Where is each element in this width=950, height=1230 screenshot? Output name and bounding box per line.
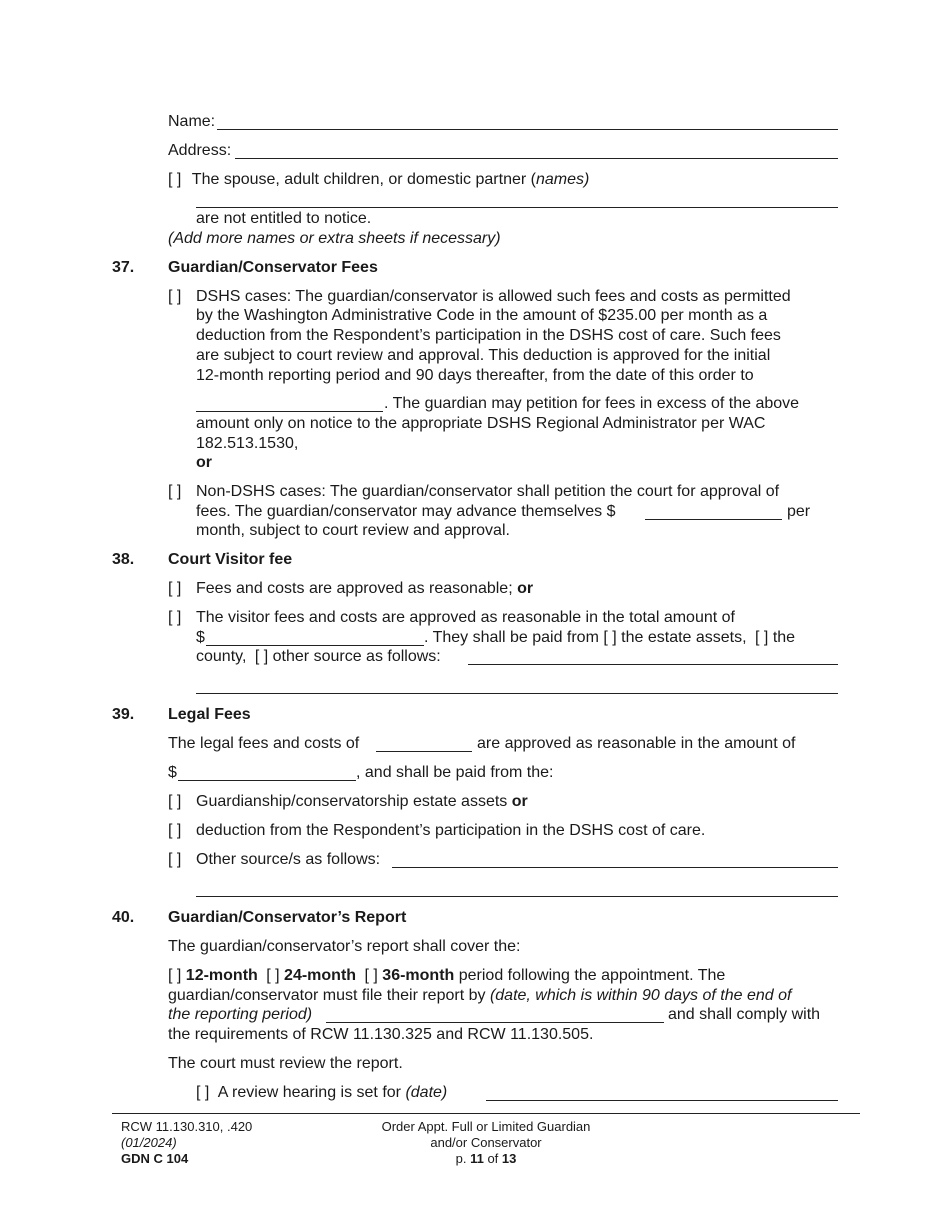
review-hearing-text: A review hearing is set for [217,1084,401,1101]
section-37-title: Guardian/Conservator Fees [168,259,378,276]
legal-estate-text: Guardianship/conservatorship estate assets [196,793,508,810]
estate-assets-text: the estate assets, [621,629,747,646]
spouse-names-field[interactable] [196,207,838,208]
legal-estate-row [196,792,528,811]
dshs-wac-line: 182.513.1530, [196,435,299,452]
report-line-2 [168,986,791,1005]
report-line-2b: (date, which is within 90 days of the end of [489,987,792,1004]
visitor-approved-checkbox[interactable]: [ ] [168,580,182,597]
footer-rcw: RCW 11.130.310, .420 [121,1119,253,1134]
section-39-number: 39. [112,706,135,723]
address-row [168,141,231,160]
report-period-row [168,966,725,985]
visitor-approved-or: or [517,580,534,597]
report-12-month-label: 12-month [185,967,258,984]
name-label: Name: [168,113,216,130]
report-12-month-checkbox[interactable]: [ ] [168,967,182,984]
dshs-line-5: 12-month reporting period and 90 days thereafter, from the date of this order to [196,367,754,384]
section-39-title: Legal Fees [168,706,251,723]
non-dshs-line-1: Non-DSHS cases: The guardian/conservator shall petition the court for approval of [196,483,780,500]
footer-divider [112,1113,860,1114]
add-more-note: (Add more names or extra sheets if necessary) [168,230,501,247]
visitor-approved-text: Fees and costs are approved as reasonable; [196,580,513,597]
dshs-amount-line: amount only on notice to the appropriate DSHS Regional Administrator per WAC [196,415,766,432]
dshs-petition-text: . The guardian may petition for fees in excess of the above [384,395,800,412]
legal-estate-or: or [511,793,528,810]
visitor-paid-text: . They shall be paid from [424,629,599,646]
report-line-4: the requirements of RCW 11.130.325 and RCW 11.130.505. [168,1026,594,1043]
legal-dshs-checkbox[interactable]: [ ] [168,822,182,839]
review-hearing-row [196,1083,447,1102]
review-hearing-date-label: (date) [405,1084,448,1101]
spouse-names-label: names) [535,171,590,188]
review-hearing-date-field[interactable] [486,1100,838,1101]
section-38-number: 38. [112,551,135,568]
non-dshs-checkbox[interactable]: [ ] [168,483,182,500]
name-row [168,112,215,131]
footer-date: (01/2024) [121,1135,177,1150]
section-40-title: Guardian/Conservator’s Report [168,909,407,926]
visitor-amount-checkbox[interactable]: [ ] [168,609,182,626]
review-hearing-checkbox[interactable]: [ ] [196,1084,210,1101]
name-field[interactable] [217,129,838,130]
legal-estate-checkbox[interactable]: [ ] [168,793,182,810]
non-dshs-per: per [787,503,811,520]
legal-fees-paid-from: , and shall be paid from the: [356,764,554,781]
visitor-county-row [196,647,441,666]
non-dshs-line-3: month, subject to court review and approval. [196,522,510,539]
legal-dshs-text: deduction from the Respondent’s participation in the DSHS cost of care. [196,822,706,839]
county-text: county, [196,648,247,665]
legal-other-source-field-2[interactable] [196,896,838,897]
footer-page [336,1151,636,1167]
report-intro: The guardian/conservator’s report shall cover the: [168,938,521,955]
footer-page-p: p. [455,1151,467,1166]
footer-title-1: Order Appt. Full or Limited Guardian [381,1119,591,1134]
non-dshs-amount-field[interactable] [645,519,782,520]
report-line-3a: the reporting period) [168,1006,313,1023]
legal-fees-party-field[interactable] [376,751,472,752]
report-period-text: period following the appointment. The [458,967,726,984]
non-dshs-line-2: fees. The guardian/conservator may advance themselves $ [196,503,616,520]
spouse-checkbox[interactable]: [ ] [168,171,182,188]
report-36-month-checkbox[interactable]: [ ] [364,967,378,984]
report-24-month-checkbox[interactable]: [ ] [266,967,280,984]
dshs-or: or [196,454,212,471]
legal-other-source-field[interactable] [392,867,838,868]
address-field[interactable] [235,158,838,159]
address-label: Address: [168,142,232,159]
dshs-line-1: DSHS cases: The guardian/conservator is allowed such fees and costs as permitted [196,288,791,305]
dshs-line-3: deduction from the Respondent’s participation in the DSHS cost of care. Such fees [196,327,781,344]
dshs-line-4: are subject to court review and approval. This deduction is approved for the initial [196,347,771,364]
legal-other-text: Other source/s as follows: [196,851,381,868]
section-38-title: Court Visitor fee [168,551,293,568]
dshs-end-date-field[interactable] [196,411,383,412]
legal-fees-amount-field[interactable] [178,780,356,781]
legal-fees-line-1a: The legal fees and costs of [168,735,360,752]
visitor-dollar: $ [196,629,205,646]
footer-page-total: 13 [501,1151,517,1166]
dshs-line-2: by the Washington Administrative Code in the amount of $235.00 per month as a [196,307,768,324]
visitor-other-source-field[interactable] [468,664,838,665]
the-text: the [772,629,796,646]
report-date-field[interactable] [326,1022,664,1023]
footer-page-number: 11 [470,1151,484,1166]
visitor-amount-line-1: The visitor fees and costs are approved as reasonable in the total amount of [196,609,735,626]
report-24-month-label: 24-month [284,967,357,984]
spouse-row [168,170,589,189]
report-36-month-label: 36-month [382,967,455,984]
report-line-2a: guardian/conservator must file their report by [168,987,486,1004]
visitor-paid-from-row [424,628,795,647]
dshs-checkbox[interactable]: [ ] [168,288,182,305]
report-review-text: The court must review the report. [168,1055,403,1072]
section-40-number: 40. [112,909,135,926]
estate-assets-checkbox[interactable]: [ ] [603,629,617,646]
legal-other-checkbox[interactable]: [ ] [168,851,182,868]
visitor-total-field[interactable] [206,645,424,646]
section-37-number: 37. [112,259,135,276]
footer-form-number: GDN C 104 [121,1151,189,1166]
other-source-text: other source as follows: [272,648,441,665]
report-line-3b: and shall comply with [668,1006,821,1023]
not-entitled-text: are not entitled to notice. [196,210,372,227]
legal-fees-line-1b: are approved as reasonable in the amount of [477,735,796,752]
other-source-checkbox[interactable]: [ ] [254,648,269,665]
visitor-approved-row [196,579,533,598]
footer-page-of: of [487,1151,499,1166]
spouse-text: The spouse, adult children, or domestic partner ( [191,171,536,188]
visitor-other-source-field-2[interactable] [196,693,838,694]
footer-title-2: and/or Conservator [430,1135,542,1150]
county-checkbox[interactable]: [ ] [755,629,769,646]
legal-fees-dollar: $ [168,764,177,781]
